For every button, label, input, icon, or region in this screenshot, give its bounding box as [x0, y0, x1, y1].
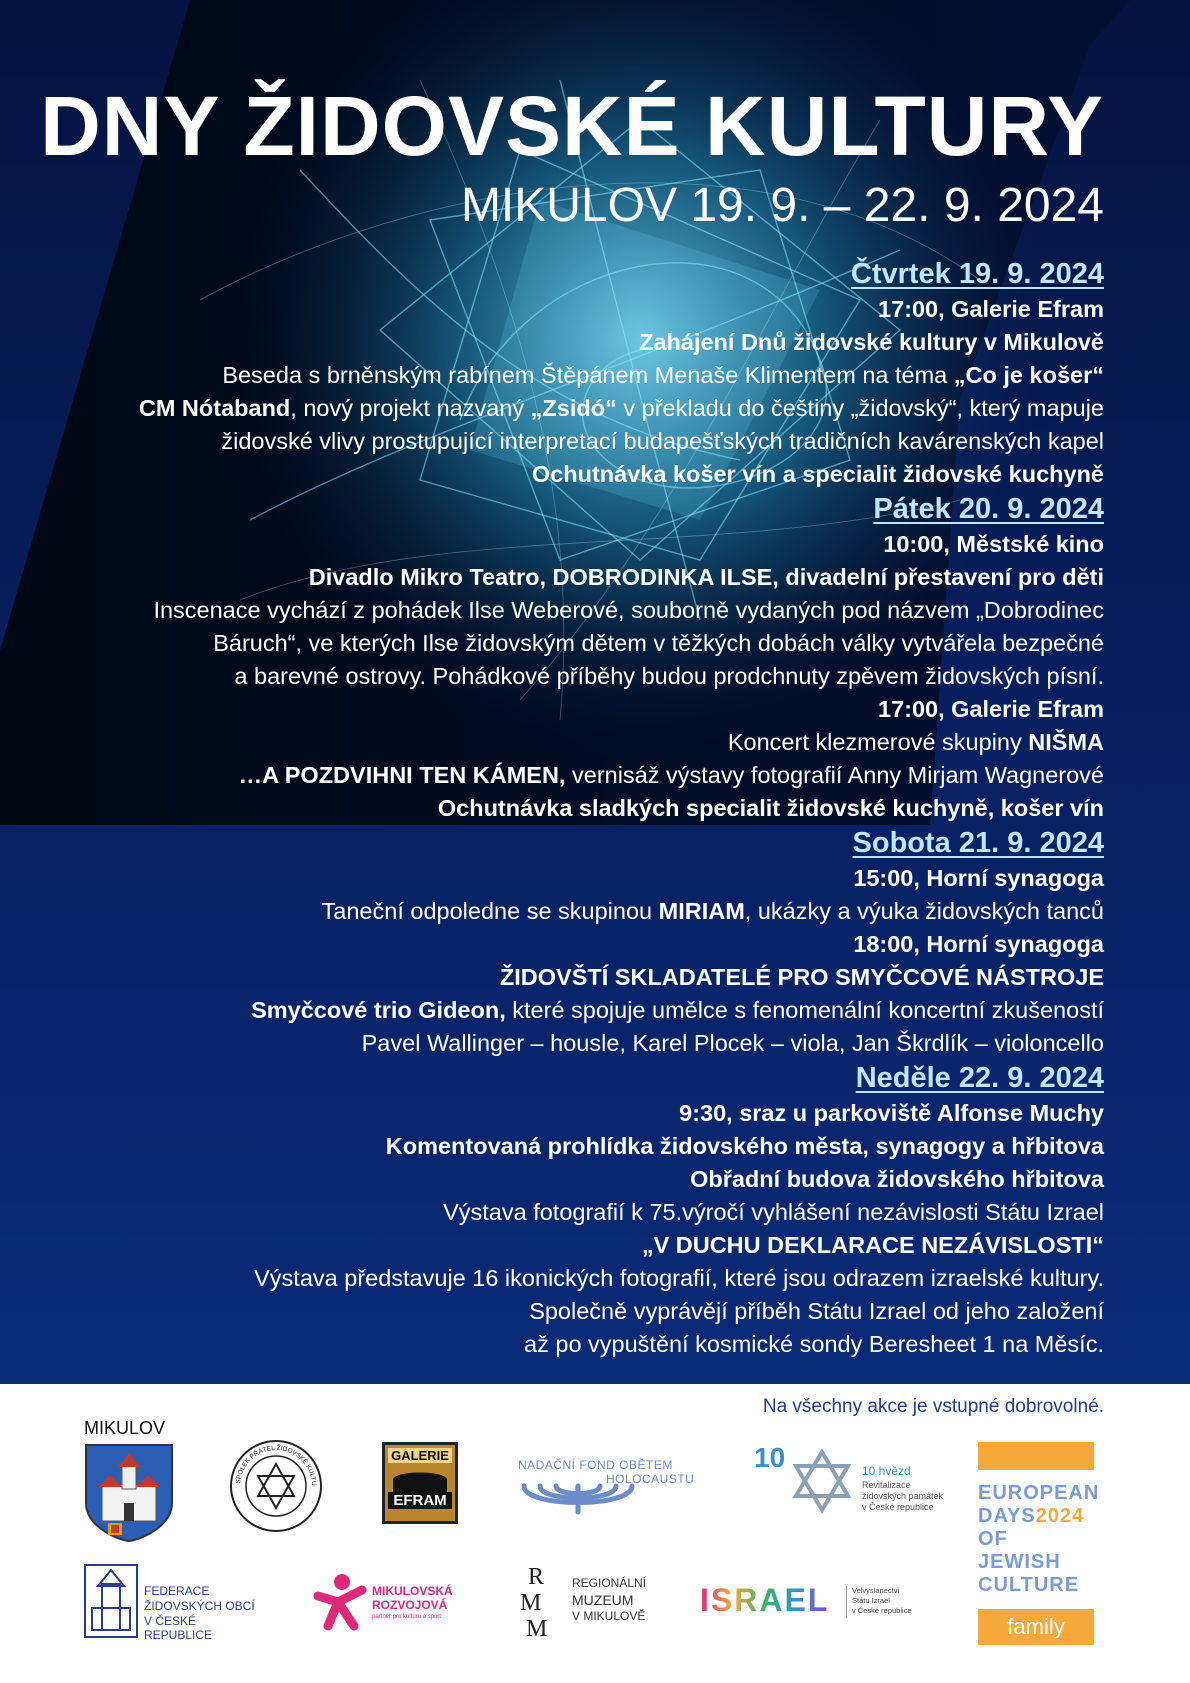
program-line	[44, 895, 1104, 928]
israel-line1: Velvyslanectví	[852, 1586, 900, 1595]
edjc-line1: EUROPEAN	[978, 1482, 1100, 1504]
program-line	[44, 862, 1104, 895]
program-text-bold: Komentovaná prohlídka židovského města, synagogy a hřbitova	[385, 1133, 1104, 1159]
program-line	[44, 1163, 1104, 1196]
program-line	[44, 1328, 1104, 1361]
program-text: Koncert klezmerové skupiny	[727, 729, 1029, 755]
mikulov-coat-of-arms-icon	[84, 1443, 174, 1543]
program-text: Výstava fotografií k 75.výročí vyhlášení nezávislosti Státu Izrael	[443, 1199, 1104, 1225]
program-text-bold: Smyčcové trio Gideon,	[251, 997, 506, 1023]
spolek-seal-icon	[228, 1438, 324, 1534]
footer-partners	[0, 1384, 1190, 1683]
program-text-bold: 10:00, Městské kino	[883, 531, 1104, 557]
mikulovska-rozvojova-logo	[308, 1572, 468, 1636]
program-line	[44, 561, 1104, 594]
muzeum-line3: V MIKULOVĚ	[572, 1609, 646, 1623]
ten-stars-line3: v České republice	[862, 1502, 934, 1512]
program-text-bold: Obřadní budova židovského hřbitova	[690, 1166, 1104, 1192]
ten-stars-line2: židovských památek	[862, 1491, 944, 1501]
program-line	[44, 928, 1104, 961]
rmm-monogram-icon	[518, 1562, 562, 1638]
program-schedule	[44, 256, 1104, 1361]
arch-icon	[385, 1466, 455, 1492]
svg-text:M: M	[526, 1616, 548, 1638]
program-line	[44, 792, 1104, 825]
program-line	[44, 392, 1104, 425]
program-text-bold: 17:00, Galerie Efram	[878, 696, 1104, 722]
nadacni-fond-logo	[518, 1458, 698, 1518]
program-line	[44, 293, 1104, 326]
day-heading: Sobota 21. 9. 2024	[852, 827, 1104, 859]
program-line	[44, 627, 1104, 660]
edjc-line4: CULTURE	[978, 1574, 1080, 1596]
edjc-days: DAYS	[978, 1505, 1036, 1527]
event-dates-subtitle: MIKULOV 19. 9. – 22. 9. 2024	[460, 179, 1104, 232]
program-line	[44, 1027, 1104, 1060]
day-heading: Pátek 20. 9. 2024	[873, 493, 1104, 525]
program-text: , ukázky a výuka židovských tanců	[744, 898, 1104, 924]
program-text-bold: „V DUCHU DEKLARACE NEZÁVISLOSTI“	[641, 1232, 1104, 1258]
program-text-bold: Ochutnávka sladkých specialit židovské kuchyně, košer vín	[437, 795, 1104, 821]
program-line	[44, 660, 1104, 693]
program-text-bold: …A POZDVIHNI TEN KÁMEN,	[238, 762, 566, 788]
program-line	[44, 726, 1104, 759]
federace-line3: V ČESKÉ REPUBLICE	[144, 1614, 213, 1642]
admission-note: Na všechny akce je vstupné dobrovolné.	[762, 1396, 1104, 1417]
program-text: Inscenace vychází z pohádek Ilse Weberové, souborně vydaných pod názvem „Dobrodinec	[153, 597, 1104, 623]
program-text: Beseda s brněnským rabínem Štěpánem Menaše Klimentem na téma	[222, 362, 954, 388]
rozvoj-line3: partner pro kulturu a sport	[372, 1614, 442, 1620]
program-text-bold: 15:00, Horní synagoga	[853, 865, 1104, 891]
svg-text:R: R	[528, 1564, 545, 1590]
spolek-seal-logo	[228, 1438, 324, 1534]
program-line	[44, 326, 1104, 359]
program-text: vernisáž výstavy fotografií Anny Mirjam Wagnerové	[565, 762, 1104, 788]
edjc-line3: OF JEWISH	[978, 1528, 1061, 1573]
program-line	[44, 1295, 1104, 1328]
federace-line2: ŽIDOVSKÝCH OBCÍ	[144, 1599, 255, 1613]
edjc-family-badge: family	[978, 1609, 1094, 1645]
program-line	[44, 994, 1104, 1027]
program-text-bold: „Co je košer“	[953, 362, 1104, 388]
program-line	[44, 961, 1104, 994]
svg-text:SPOLEK PŘÁTEL ŽIDOVSKÉ KULTURY: SPOLEK PŘÁTEL ŽIDOVSKÉ KULTU	[235, 1444, 318, 1486]
israel-embassy-logo	[700, 1582, 930, 1626]
galerie-efram-bottom: EFRAM	[388, 1492, 452, 1509]
program-line	[44, 1229, 1104, 1262]
muzeum-line1: REGIONÁLNÍ	[572, 1576, 647, 1590]
galerie-efram-logo	[382, 1442, 458, 1524]
ten-stars-title: 10 hvězd	[862, 1464, 911, 1478]
program-text: Pavel Wallinger – housle, Karel Plocek – viola, Jan Škrdlík – violoncello	[361, 1030, 1104, 1056]
ten-stars-line1: Revitalizace	[862, 1480, 911, 1490]
program-line	[44, 359, 1104, 392]
muzeum-line2: MUZEUM	[572, 1592, 634, 1608]
star-of-david-icon	[792, 1448, 852, 1514]
rozvoj-line2: ROZVOJOVÁ	[372, 1598, 448, 1612]
nadacni-fond-line1: NADAČNÍ FOND OBĚTEM	[518, 1458, 673, 1472]
program-text: , nový projekt nazvaný	[290, 395, 531, 421]
program-text: které spojuje umělce s fenomenální koncertní zkušeností	[505, 997, 1104, 1023]
program-line	[44, 425, 1104, 458]
program-text-bold: „Zsidó“	[530, 395, 617, 421]
program-text: v překladu do češtiny „židovský“, který mapuje	[616, 395, 1104, 421]
program-line	[44, 1130, 1104, 1163]
program-text-bold: Ochutnávka košer vín a specialit židovské kuchyně	[531, 461, 1104, 487]
program-line	[44, 1196, 1104, 1229]
israel-divider	[846, 1586, 847, 1618]
program-line	[44, 458, 1104, 491]
federace-line1: FEDERACE	[144, 1584, 210, 1598]
program-text-bold: Zahájení Dnů židovské kultury v Mikulově	[639, 329, 1104, 355]
program-text: židovské vlivy prostupující interpretací budapešťských tradičních kavárenských kapel	[221, 428, 1104, 454]
ten-stars-logo	[752, 1442, 952, 1522]
israel-line2: Státu Izrael	[852, 1596, 890, 1605]
program-text-bold: MIRIAM	[658, 898, 745, 924]
galerie-efram-top: GALERIE	[388, 1448, 452, 1463]
program-text: Báruch“, ve kterých Ilse židovským dětem v těžkých dobách války vytvářela bezpečné	[213, 630, 1104, 656]
synagogue-tower-icon	[84, 1564, 138, 1638]
program-text-bold: NIŠMA	[1028, 729, 1104, 755]
program-text: až po vypuštění kosmické sondy Beresheet 1 na Měsíc.	[524, 1331, 1104, 1357]
svg-text:M: M	[520, 1590, 542, 1616]
regionalni-muzeum-logo	[518, 1562, 658, 1640]
page-title: DNY ŽIDOVSKÉ KULTURY	[40, 79, 1104, 173]
edjc-year: 2024	[1035, 1505, 1085, 1527]
program-line	[44, 1262, 1104, 1295]
program-text-bold: CM Nótaband	[138, 395, 291, 421]
program-text-bold: 9:30, sraz u parkoviště Alfonse Muchy	[679, 1100, 1104, 1126]
program-line	[44, 594, 1104, 627]
mikulov-logo-label: MIKULOV	[84, 1418, 166, 1438]
program-text: a barevné ostrovy. Pohádkové příběhy budou prodchnuty zpěvem židovských písní.	[234, 663, 1104, 689]
rozvoj-line1: MIKULOVSKÁ	[372, 1584, 453, 1598]
israel-line3: v České republice	[852, 1606, 912, 1615]
program-text: Taneční odpoledne se skupinou	[321, 898, 659, 924]
program-text-bold: ŽIDOVŠTÍ SKLADATELÉ PRO SMYČCOVÉ NÁSTROJE	[499, 964, 1104, 990]
nadacni-fond-line2: HOLOCAUSTU	[606, 1472, 695, 1486]
program-text-bold: 17:00, Galerie Efram	[878, 296, 1104, 322]
day-heading: Čtvrtek 19. 9. 2024	[850, 258, 1104, 290]
running-figure-icon	[308, 1572, 372, 1632]
menorah-icon	[518, 1482, 638, 1516]
israel-wordmark: ISRAEL	[700, 1582, 830, 1618]
program-text: Výstava představuje 16 ikonických fotografií, které jsou odrazem izraelské kultury.	[254, 1265, 1104, 1291]
program-text-bold: 18:00, Horní synagoga	[853, 931, 1104, 957]
ten-stars-number: 10	[754, 1442, 786, 1473]
mikulov-logo	[84, 1418, 174, 1548]
program-line	[44, 693, 1104, 726]
program-line	[44, 759, 1104, 792]
program-text-bold: Divadlo Mikro Teatro, DOBRODINKA ILSE, divadelní přestavení pro děti	[308, 564, 1104, 590]
edjc-line2	[978, 1505, 1094, 1528]
federace-logo	[84, 1564, 264, 1644]
program-line	[44, 1097, 1104, 1130]
day-heading: Neděle 22. 9. 2024	[855, 1062, 1104, 1094]
program-text: Společně vyprávějí příběh Státu Izrael od jeho založení	[529, 1298, 1104, 1324]
edjc-top-bar	[978, 1442, 1094, 1470]
edjc-logo	[978, 1442, 1100, 1674]
program-line	[44, 528, 1104, 561]
